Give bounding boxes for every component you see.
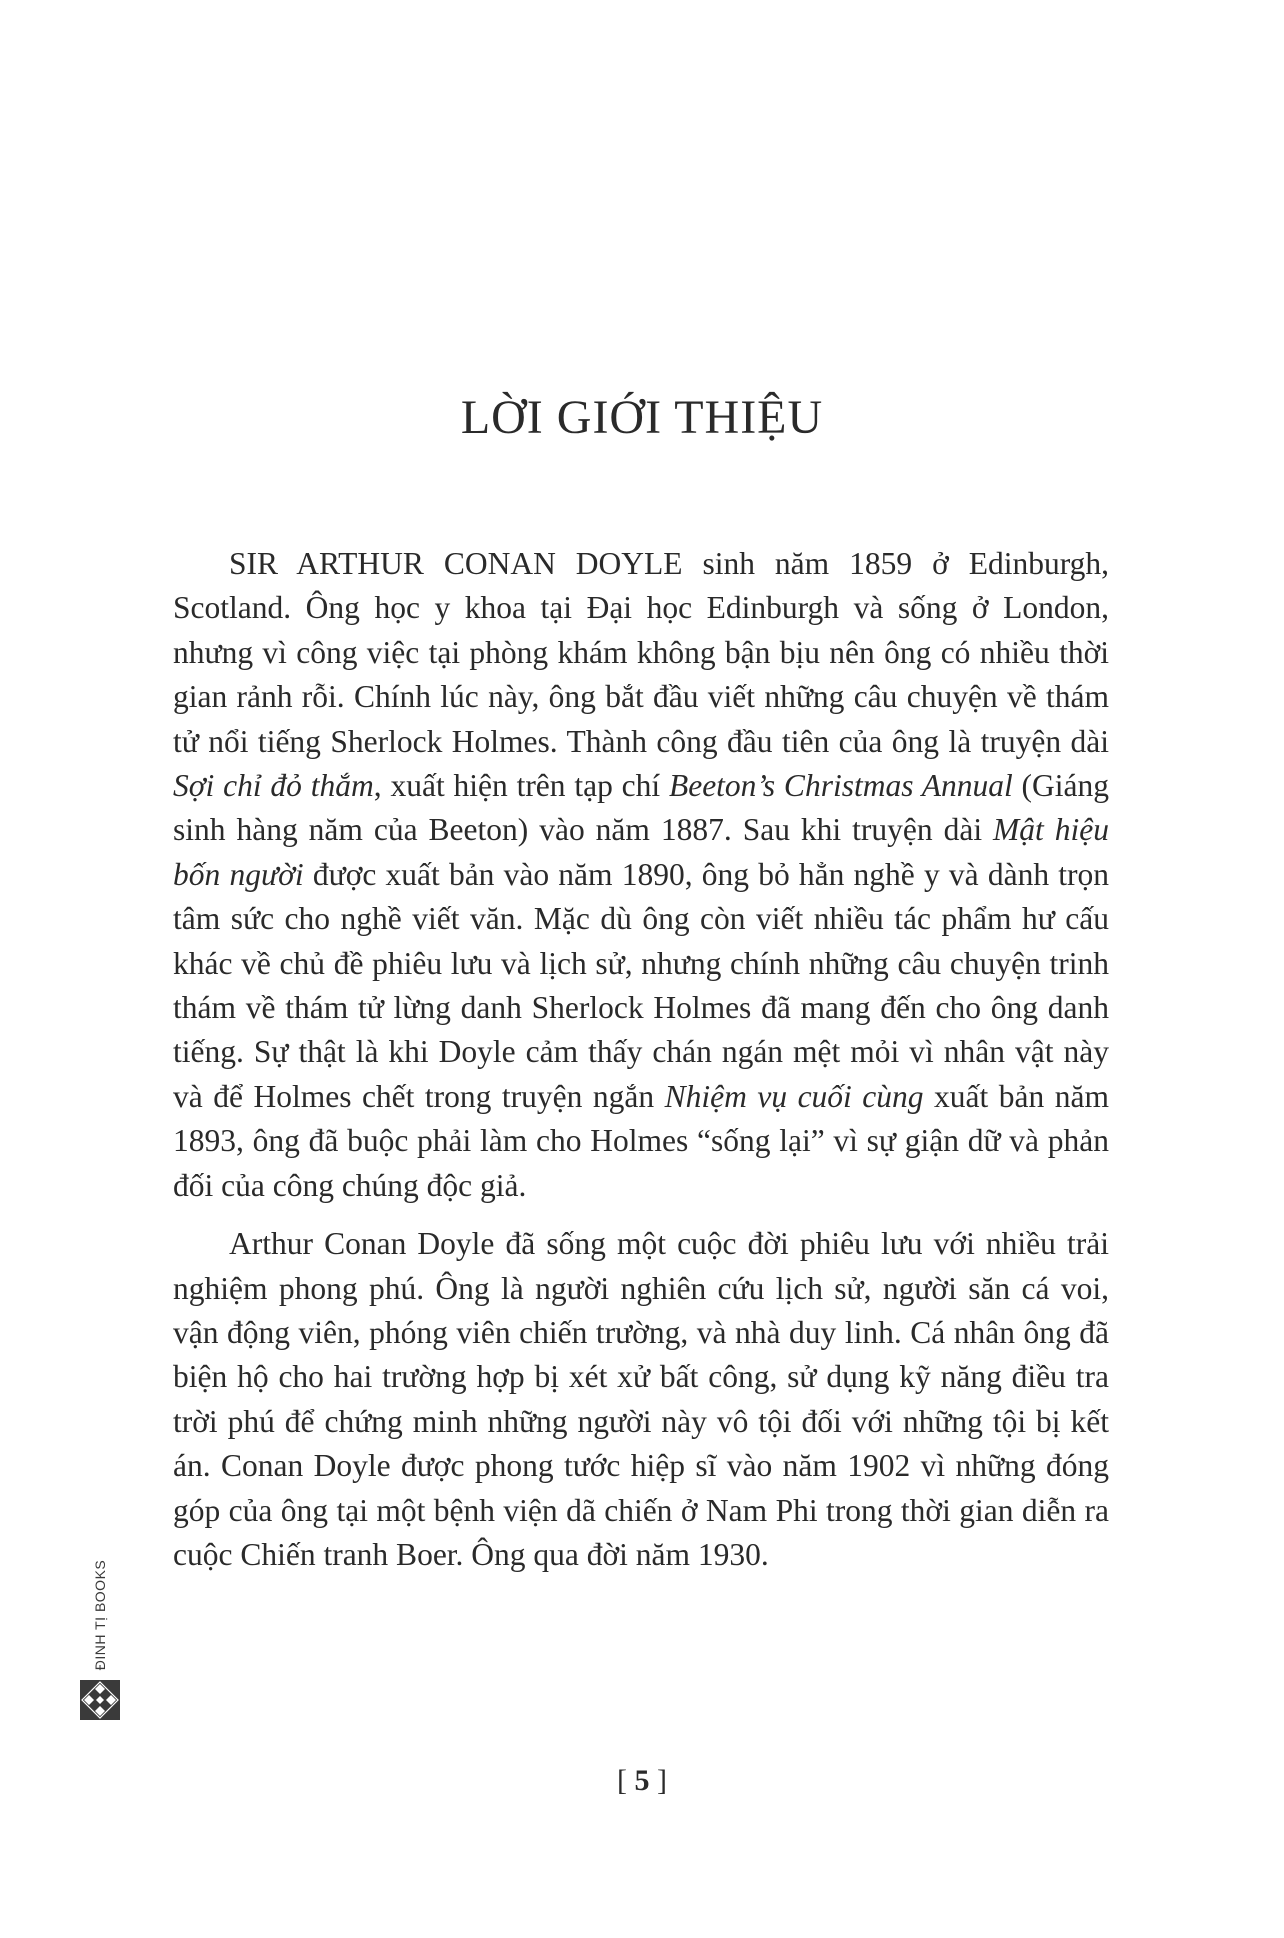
paragraph-2	[173, 1222, 1109, 1577]
diamond-lattice-logo-icon	[80, 1680, 120, 1720]
text-run: xuất bản năm 1893, ông đã buộc phải làm cho Holmes “sống lại” vì sự giận dữ và phản đối của công chúng độc giả.	[173, 1078, 1109, 1203]
body-text	[173, 542, 1109, 1591]
page-number-open: [	[617, 1764, 635, 1797]
publisher-imprint	[80, 1560, 120, 1670]
publisher-name: ĐINH TỊ BOOKS	[92, 1559, 109, 1671]
italic-title-run: Beeton’s Christmas Annual	[668, 768, 1013, 804]
italic-title-run: Mật hiệu bốn người	[173, 812, 1109, 892]
text-run: SIR ARTHUR CONAN DOYLE sinh năm 1859 ở Edinburgh, Scotland. Ông học y khoa tại Đại học Edinburgh và sống ở London, nhưng vì công việc tại phòng khám không bận bịu nên ông có nhiều thời gian rảnh rỗi. Chính lúc này, ông bắt đầu viết những câu chuyện về thám tử nổi tiếng Sherlock Holmes. Thành công đầu tiên của ông là truyện dài	[173, 546, 1109, 759]
italic-title-run: Nhiệm vụ cuối cùng	[664, 1078, 924, 1114]
italic-title-run: Sợi chỉ đỏ thắm	[173, 768, 374, 804]
text-run: , xuất hiện trên tạp chí	[373, 768, 669, 804]
page-number-close: ]	[649, 1764, 667, 1797]
text-run: được xuất bản vào năm 1890, ông bỏ hẳn nghề y và dành trọn tâm sức cho nghề viết văn. Mặc dù ông còn viết nhiều tác phẩm hư cấu khác về chủ đề phiêu lưu và lịch sử, nhưng chính những câu chuyện trinh thám về thám tử lừng danh Sherlock Holmes đã mang đến cho ông danh tiếng. Sự thật là khi Doyle cảm thấy chán ngán mệt mỏi vì nhân vật này và để Holmes chết trong truyện ngắn	[173, 856, 1109, 1114]
page-number	[0, 1764, 1284, 1798]
page-title: LỜI GIỚI THIỆU	[460, 391, 824, 444]
paragraph-1	[173, 542, 1109, 1208]
page-number-value: 5	[634, 1764, 650, 1797]
text-run: (Giáng sinh hàng năm của Beeton) vào năm 1887. Sau khi truyện dài	[173, 768, 1110, 848]
text-run: Arthur Conan Doyle đã sống một cuộc đời phiêu lưu với nhiều trải nghiệm phong phú. Ông là người nghiên cứu lịch sử, người săn cá voi, vận động viên, phóng viên chiến trường, và nhà duy linh. Cá nhân ông đã biện hộ cho hai trường hợp bị xét xử bất công, sử dụng kỹ năng điều tra trời phú để chứng minh những người này vô tội đối với những tội bị kết án. Conan Doyle được phong tước hiệp sĩ vào năm 1902 vì những đóng góp của ông tại một bệnh viện dã chiến ở Nam Phi trong thời gian diễn ra cuộc Chiến tranh Boer. Ông qua đời năm 1930.	[173, 1226, 1109, 1572]
